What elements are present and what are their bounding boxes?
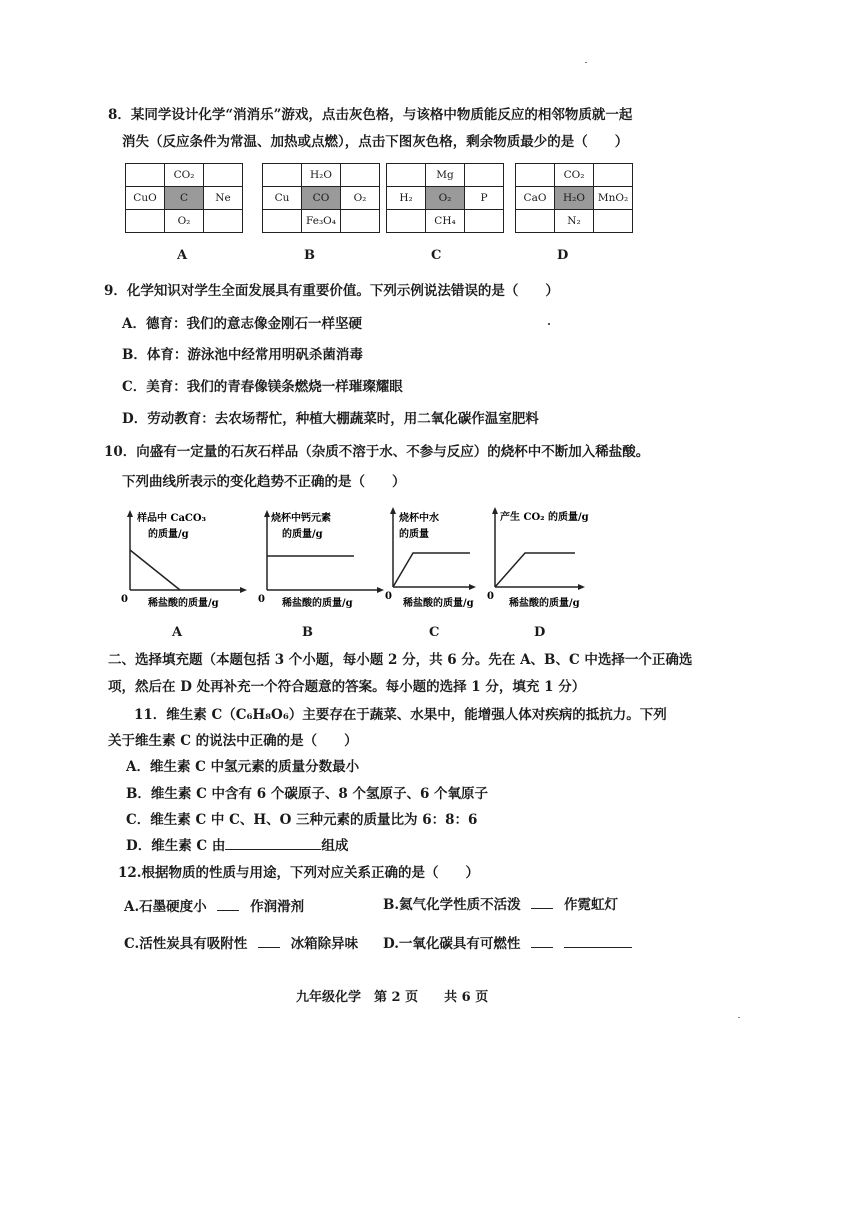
q8-line1: 8．某同学设计化学“消消乐”游戏，点击灰色格，与该格中物质能反应的相邻物质就一起 (108, 107, 633, 123)
chart-d-ylabel: 产生 CO₂ 的质量/g (500, 512, 589, 523)
chart-b-y-arrow (264, 510, 270, 517)
chart-c (385, 507, 495, 617)
grid-b-center: CO (302, 187, 341, 210)
chart-b-origin: 0 (258, 594, 265, 605)
q11-option-d-post: 组成 (321, 838, 349, 854)
chart-d-y-arrow (492, 507, 498, 514)
chart-a-xlabel: 稀盐酸的质量/g (148, 598, 219, 609)
q9-option-d: D．劳动教育：去农场帮忙，种植大棚蔬菜时，用二氧化碳作温室肥料 (122, 411, 539, 427)
chart-a-y-arrow (127, 510, 133, 517)
q11-option-d-pre: D．维生素 C 由 (126, 838, 226, 854)
scan-speck (548, 323, 550, 325)
grid-b (262, 163, 380, 233)
grid-a-bottom: O₂ (165, 210, 204, 233)
q9-stem: 9．化学知识对学生全面发展具有重要价值。下列示例说法错误的是（ ） (104, 283, 559, 299)
q11-line1: 11．维生素 C（C₆H₈O₆）主要存在于蔬菜、水果中，能增强人体对疾病的抵抗力。下列 (134, 707, 667, 723)
grid-b-bottom: Fe₃O₄ (302, 210, 341, 233)
chart-c-x-arrow (469, 584, 476, 590)
chart-d-x-arrow (578, 584, 585, 590)
chart-d (487, 507, 597, 617)
q12-option-b (383, 896, 618, 914)
grid-b-left: Cu (263, 187, 302, 210)
chart-a-label: A (172, 625, 183, 640)
grid-b-top: H₂O (302, 164, 341, 187)
q12-a-right: 作润滑剂 (250, 899, 305, 915)
q12-option-a (124, 898, 304, 916)
grid-d-bottom: N₂ (555, 210, 594, 233)
q12-option-d (383, 935, 632, 953)
chart-b (257, 510, 387, 620)
grid-d-label: D (557, 248, 569, 263)
q12-b-dash (531, 901, 553, 909)
q10-line1: 10．向盛有一定量的石灰石样品（杂质不溶于水、不参与反应）的烧杯中不断加入稀盐酸。 (104, 444, 650, 460)
chart-c-xlabel: 稀盐酸的质量/g (403, 598, 474, 609)
grid-c-bottom: CH₄ (426, 210, 465, 233)
q12-a-dash (217, 903, 239, 911)
q12-c-dash (258, 940, 280, 948)
section2-line1: 二、选择填充题（本题包括 3 个小题，每小题 2 分，共 6 分。先在 A、B、C 中选择一个正确选 (108, 652, 693, 668)
scan-speck (585, 62, 587, 63)
chart-b-ylabel-2: 的质量/g (282, 529, 323, 540)
grid-c-top: Mg (426, 164, 465, 187)
q11-option-c: C．维生素 C 中 C、H、O 三种元素的质量比为 6：8：6 (126, 812, 478, 828)
chart-a (120, 510, 250, 620)
chart-b-xlabel: 稀盐酸的质量/g (282, 598, 353, 609)
chart-a-x-arrow (240, 587, 247, 593)
q12-c-right: 冰箱除异味 (290, 936, 359, 952)
q9-option-c: C．美育：我们的青春像镁条燃烧一样璀璨耀眼 (122, 379, 403, 395)
q11-option-d (126, 837, 348, 855)
q12-b-right: 作霓虹灯 (564, 897, 619, 913)
grid-d (515, 163, 633, 233)
grid-a-label: A (177, 248, 188, 263)
chart-a-ylabel-1: 样品中 CaCO₃ (137, 513, 206, 524)
q11-answer-blank[interactable] (225, 837, 321, 850)
chart-a-origin: 0 (121, 594, 128, 605)
q11-option-b: B．维生素 C 中含有 6 个碳原子、8 个氢原子、6 个氧原子 (126, 786, 489, 802)
grid-d-left: CaO (516, 187, 555, 210)
q11-line2: 关于维生素 C 的说法中正确的是（ ） (108, 733, 358, 749)
q12-answer-blank[interactable] (564, 935, 632, 948)
chart-a-ylabel-2: 的质量/g (148, 529, 189, 540)
grid-a (125, 163, 243, 233)
grid-d-right: MnO₂ (594, 187, 633, 210)
grid-b-right: O₂ (341, 187, 380, 210)
q9-option-a: A．德育：我们的意志像金刚石一样坚硬 (122, 316, 362, 332)
page-footer: 九年级化学 第 2 页 共 6 页 (296, 990, 489, 1005)
grid-c-center: O₂ (426, 187, 465, 210)
chart-b-ylabel-1: 烧杯中钙元素 (271, 513, 331, 524)
grid-d-center: H₂O (555, 187, 594, 210)
chart-d-xlabel: 稀盐酸的质量/g (509, 598, 580, 609)
grid-a-top: CO₂ (165, 164, 204, 187)
q12-stem: 12.根据物质的性质与用途，下列对应关系正确的是（ ） (118, 865, 479, 881)
q9-option-b: B．体育：游泳池中经常用明矾杀菌消毒 (122, 347, 363, 363)
chart-c-curve (393, 553, 470, 587)
chart-c-ylabel-2: 的质量 (399, 529, 429, 540)
chart-b-label: B (302, 625, 313, 640)
section2-line2: 项，然后在 D 处再补充一个符合题意的答案。每小题的选择 1 分，填充 1 分） (108, 679, 586, 695)
chart-c-ylabel-1: 烧杯中水 (399, 513, 439, 524)
grid-a-center: C (165, 187, 204, 210)
chart-d-label: D (534, 625, 546, 640)
grid-a-left: CuO (126, 187, 165, 210)
scan-speck (738, 1017, 740, 1018)
grid-c-left: H₂ (387, 187, 426, 210)
q12-c-left: C.活性炭具有吸附性 (124, 936, 248, 952)
grid-b-label: B (304, 248, 315, 263)
q12-d-dash (531, 940, 553, 948)
chart-d-origin: 0 (487, 591, 494, 602)
q12-b-left: B.氦气化学性质不活泼 (383, 897, 521, 913)
q12-option-c (124, 935, 358, 953)
grid-c-label: C (431, 248, 442, 263)
grid-c (386, 163, 504, 233)
q8-line2: 消失（反应条件为常温、加热或点燃），点击下图灰色格，剩余物质最少的是（ ） (122, 134, 629, 150)
q11-option-a: A．维生素 C 中氢元素的质量分数最小 (126, 759, 360, 775)
q12-a-left: A.石墨硬度小 (124, 899, 207, 915)
grid-d-top: CO₂ (555, 164, 594, 187)
grid-a-right: Ne (204, 187, 243, 210)
chart-a-curve (130, 550, 180, 590)
chart-c-label: C (429, 625, 440, 640)
chart-c-origin: 0 (385, 591, 392, 602)
grid-c-right: P (465, 187, 504, 210)
q12-d-left: D.一氧化碳具有可燃性 (383, 936, 521, 952)
q10-line2: 下列曲线所表示的变化趋势不正确的是（ ） (122, 474, 406, 490)
chart-d-curve (495, 553, 575, 587)
chart-b-x-arrow (377, 587, 384, 593)
chart-c-y-arrow (390, 507, 396, 514)
